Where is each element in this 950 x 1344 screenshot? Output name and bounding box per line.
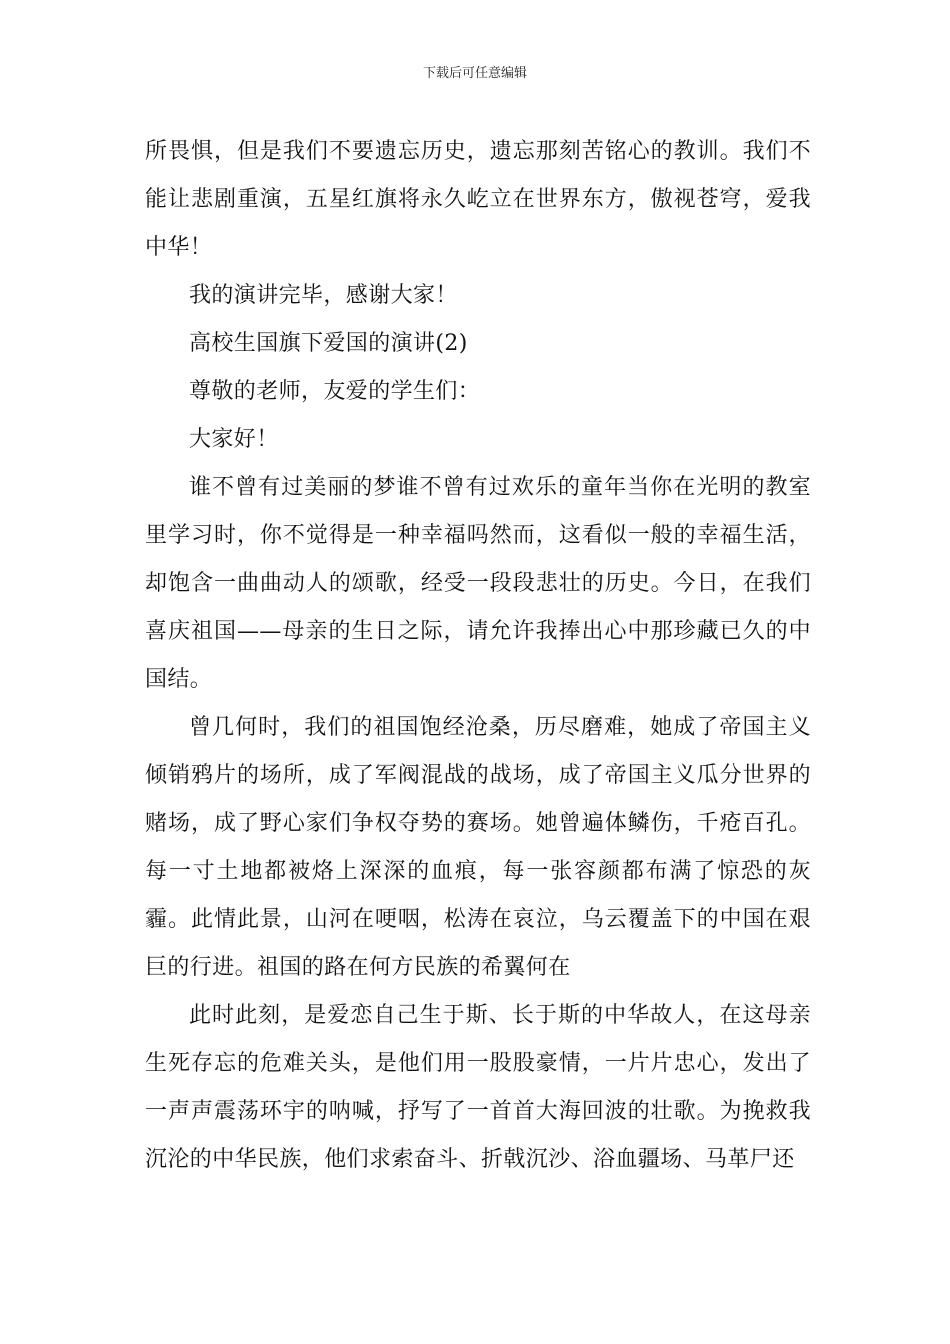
greeting: 大家好！ — [189, 427, 279, 452]
paragraph-6: 谁不曾有过美丽的梦谁不曾有过欢乐的童年当你在光明的教室里学习时，你不觉得是一种幸福吗然而，这看似一般的幸福生活，却饱含一曲曲动人的颂歌，经受一段段悲壮的历史。今日，在我们喜庆祖国——母亲的生日之际，请允许我捧出心中那珍藏已久的中国结。 — [145, 475, 811, 692]
salutation: 尊敬的老师，友爱的学生们： — [189, 379, 481, 404]
paragraph-7: 曾几何时，我们的祖国饱经沧桑，历尽磨难，她成了帝国主义倾销鸦片的场所，成了军阀混战的战场，成了帝国主义瓜分世界的赌场，成了野心家们争权夺势的赛场。她曾遍体鳞伤，千疮百孔。每一寸土地都被烙上深深的血痕，每一张容颜都布满了惊恐的灰霾。此情此景，山河在哽咽，松涛在哀泣，乌云覆盖下的中国在艰巨的行进。祖国的路在何方民族的希翼何在 — [145, 715, 811, 980]
page-header: 下载后可任意编辑 — [422, 66, 527, 81]
paragraph-2: 我的演讲完毕，感谢大家！ — [189, 283, 458, 308]
paragraph-1: 所畏惧，但是我们不要遗忘历史，遗忘那刻苦铭心的教训。我们不能让悲剧重演，五星红旗将永久屹立在世界东方，傲视苍穹，爱我中华！ — [145, 139, 811, 260]
paragraph-8: 此时此刻，是爱恋自己生于斯、长于斯的中华故人，在这母亲生死存忘的危难关头，是他们用一股股豪情，一片片忠心，发出了一声声震荡环宇的呐喊，抒写了一首首大海回波的壮歌。为挽救我沉沦的中华民族，他们求索奋斗、折戟沉沙、浴血疆场、马革尸还 — [145, 1003, 811, 1172]
speech-title: 高校生国旗下爱国的演讲(2) — [189, 331, 468, 356]
document-body — [145, 128, 811, 1184]
